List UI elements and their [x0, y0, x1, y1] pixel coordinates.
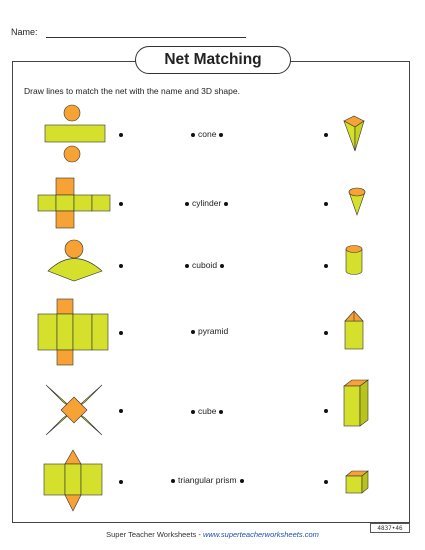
solid-dot[interactable] [324, 133, 328, 137]
cube-net-icon [38, 176, 112, 228]
shape-name-item[interactable]: cube [188, 406, 226, 416]
instructions: Draw lines to match the net with the name and 3D shape. [24, 86, 240, 96]
page-title: Net Matching [135, 46, 291, 74]
triangular-prism-net-icon [43, 449, 103, 513]
cone-3d-icon [348, 186, 366, 216]
shape-name-item[interactable]: pyramid [188, 326, 228, 336]
pyramid-net-icon [44, 383, 104, 437]
footer [0, 530, 425, 539]
cube-3d-icon [344, 469, 370, 495]
cylinder-3d-icon [345, 244, 363, 276]
footer-link[interactable]: www.superteacherworksheets.com [202, 530, 319, 539]
footer-prefix: Super Teacher Worksheets - [106, 530, 203, 539]
cylinder-net-icon [44, 104, 106, 164]
worksheet-code: 4837•46 [370, 523, 410, 533]
cuboid-net-icon [37, 298, 111, 366]
net-dot[interactable] [119, 202, 123, 206]
net-dot[interactable] [119, 480, 123, 484]
net-dot[interactable] [119, 133, 123, 137]
cone-net-icon [46, 239, 104, 281]
prism-3d-icon [344, 310, 364, 350]
name-line[interactable] [46, 37, 246, 38]
solid-dot[interactable] [324, 480, 328, 484]
name-label: Name: [11, 27, 38, 37]
cuboid-3d-icon [342, 378, 370, 428]
net-dot[interactable] [119, 264, 123, 268]
shape-name-item[interactable]: triangular prism [168, 475, 247, 485]
net-dot[interactable] [119, 331, 123, 335]
solid-dot[interactable] [324, 331, 328, 335]
shape-name-item[interactable]: cone [188, 129, 226, 139]
shape-name-item[interactable]: cylinder [182, 198, 231, 208]
shape-name-item[interactable]: cuboid [182, 260, 227, 270]
solid-dot[interactable] [324, 409, 328, 413]
pyramid-3d-icon [342, 115, 366, 153]
solid-dot[interactable] [324, 264, 328, 268]
net-dot[interactable] [119, 409, 123, 413]
solid-dot[interactable] [324, 202, 328, 206]
